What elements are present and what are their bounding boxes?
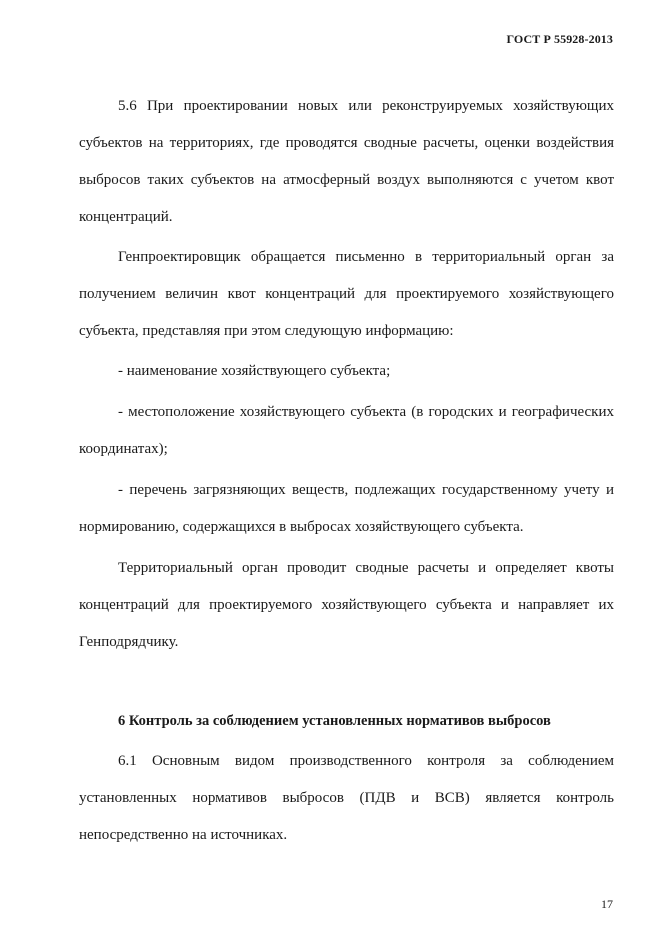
paragraph-6-1: 6.1 Основным видом производственного контроля за соблюдением установленных нормативов выбросов (ПДВ и ВСВ) является контроль непосредственно на источниках. xyxy=(79,753,614,843)
list-item-pollutants: - перечень загрязняющих веществ, подлежащих государственному учету и нормированию, содержащихся в выбросах хозяйствующего субъекта. xyxy=(79,482,614,535)
list-item-location: - местоположение хозяйствующего субъекта (в городских и географических координатах); xyxy=(79,404,614,457)
list-item-name: - наименование хозяйствующего субъекта; xyxy=(118,363,391,379)
page-body xyxy=(79,88,614,854)
section-6-heading: 6 Контроль за соблюдением установленных нормативов выбросов xyxy=(118,713,551,729)
page-number: 17 xyxy=(601,897,613,911)
document-code-header: ГОСТ Р 55928-2013 xyxy=(506,32,613,46)
paragraph-territorial-organ: Территориальный орган проводит сводные расчеты и определяет квоты концентраций для проектируемого хозяйствующего субъекта и направляет их Генподрядчику. xyxy=(79,560,614,650)
paragraph-genproektirovshik: Генпроектировщик обращается письменно в территориальный орган за получением величин квот концентраций для проектируемого хозяйствующего субъекта, представляя при этом следующую информацию: xyxy=(79,249,614,339)
paragraph-5-6: 5.6 При проектировании новых или реконструируемых хозяйствующих субъектов на территориях, где проводятся сводные расчеты, оценки воздействия выбросов таких субъектов на атмосферный воздух выполняются с учетом квот концентраций. xyxy=(79,98,614,225)
